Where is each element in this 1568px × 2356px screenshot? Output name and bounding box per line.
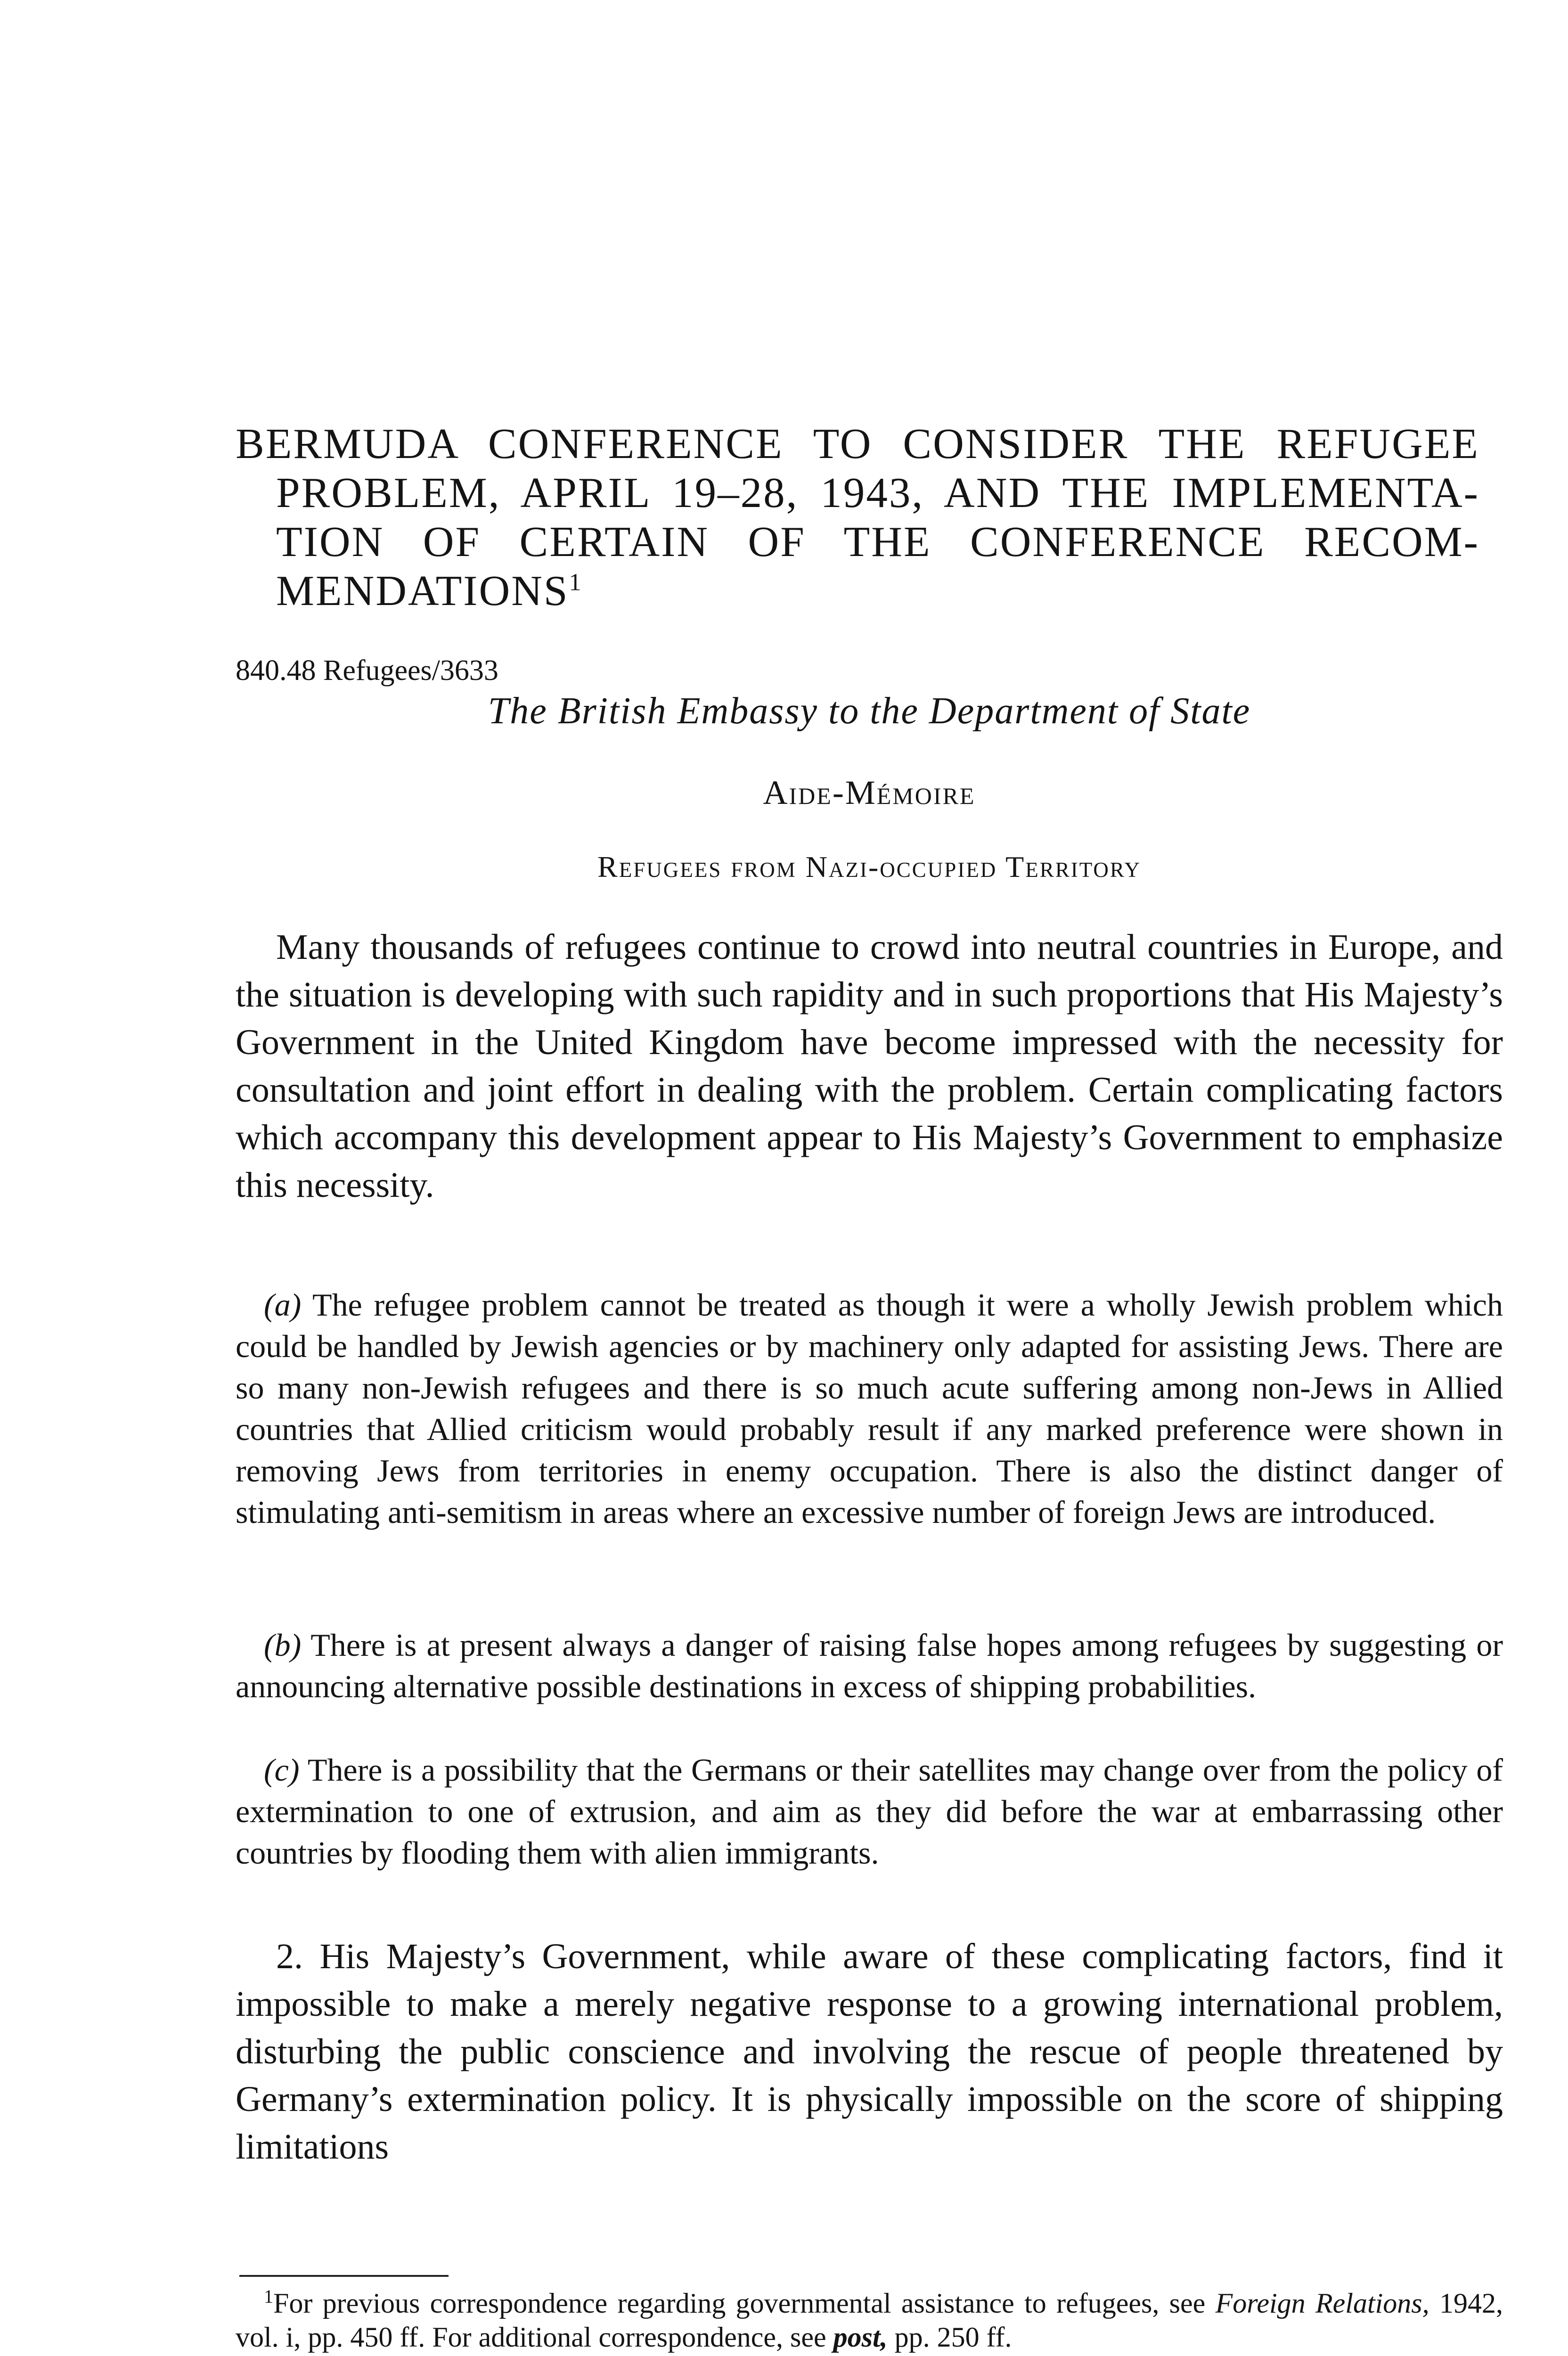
item-c-text: There is a possibility that the Germans or their satellites may change over from the policy of extermination to one of extrusion, and aim as they did before the war at embarrassing other countries by flooding them with alien immigrants.	[236, 1752, 1503, 1871]
document-type: Aide-Mémoire	[763, 774, 976, 811]
footnote-text-3: pp. 250 ff.	[887, 2322, 1012, 2353]
chapter-heading-line-4-text: MENDATIONS	[276, 567, 569, 614]
item-a-marker: (a)	[264, 1287, 302, 1323]
chapter-heading	[236, 419, 1479, 615]
chapter-heading-line-4	[236, 566, 1479, 615]
item-b-text: There is at present always a danger of raising false hopes among refugees by suggesting or announcing alternative possible destinations in excess of shipping probabilities.	[236, 1627, 1503, 1704]
chapter-heading-line-1: BERMUDA CONFERENCE TO CONSIDER THE REFUGEE	[236, 420, 1479, 467]
footnote-divider	[239, 2275, 449, 2277]
footnote-text-1: For previous correspondence regarding governmental assistance to refugees, see	[273, 2288, 1216, 2319]
footnote-text-2: 1942, vol. i, pp. 450 ff. For additional correspondence, see	[236, 2288, 1503, 2353]
document-subject: Refugees from Nazi-occupied Territory	[597, 850, 1141, 884]
file-number: 840.48 Refugees/3633	[236, 654, 498, 687]
document-sender-recipient: The British Embassy to the Department of State	[488, 690, 1251, 732]
item-a-text: The refugee problem cannot be treated as though it were a wholly Jewish problem which could be handled by Jewish agencies or by machinery only adapted for assisting Jews. There are so many non-Jewish refugees and there is so much acute suffering among non-Jews in Allied countries that Allied criticism would probably result if any marked preference were shown in removing Jews from territories in enemy occupation. There is also the distinct danger of stimulating anti-semitism in areas where an excessive number of foreign Jews are introduced.	[236, 1287, 1503, 1530]
paragraph-item-c	[236, 1749, 1503, 1873]
item-b-marker: (b)	[264, 1627, 302, 1663]
paragraph-2: 2. His Majesty’s Government, while aware of these complicating factors, find it impossible to make a merely negative response to a growing international problem, disturbing the public conscience and involving the rescue of people threatened by Germany’s extermination policy. It is physically impossible on the score of shipping limitations	[236, 1937, 1503, 2167]
chapter-heading-line-2: PROBLEM, APRIL 19–28, 1943, AND THE IMPLEMENTA-	[276, 469, 1479, 516]
footnote-work-title: Foreign Relations,	[1215, 2288, 1429, 2319]
item-c-marker: (c)	[264, 1752, 300, 1788]
paragraph-item-b	[236, 1624, 1503, 1707]
chapter-heading-line-3: TION OF CERTAIN OF THE CONFERENCE RECOM-	[276, 518, 1479, 565]
paragraph-item-a	[236, 1284, 1503, 1533]
footnote-post: post,	[833, 2322, 888, 2353]
footnote-mark: 1	[264, 2286, 273, 2307]
footnote	[236, 2286, 1503, 2354]
heading-footnote-reference[interactable]: 1	[569, 569, 583, 596]
paragraph-1: Many thousands of refugees continue to crowd into neutral countries in Europe, and the situation is developing with such rapidity and in such proportions that His Majesty’s Government in the United Kingdom have become impressed with the necessity for consultation and joint effort in dealing with the problem. Certain complicating factors which accompany this development appear to His Majesty’s Government to emphasize this necessity.	[236, 927, 1503, 1205]
